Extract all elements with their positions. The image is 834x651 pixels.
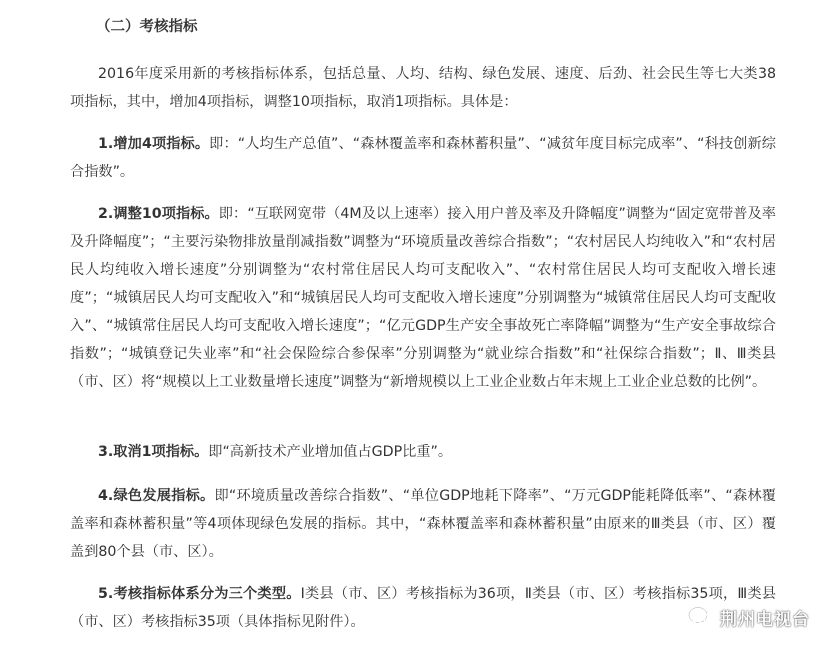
- paragraph-added-indicators: [70, 130, 776, 186]
- paragraph-body: 即“环境质量改善综合指数”、“单位GDP地耗下降率”、“万元GDP能耗降低率”、“森林覆盖率和森林蓄积量”等4项体现绿色发展的指标。其中，“森林覆盖率和森林蓄积量”由原来的Ⅲ类县（市、区）覆盖到80个县（市、区）。: [70, 488, 776, 560]
- paragraph-body: Ⅰ类县（市、区）考核指标为36项，Ⅱ类县（市、区）考核指标35项，Ⅲ类县（市、区）考核指标35项（具体指标见附件）。: [70, 586, 776, 630]
- paragraph-body: 2016年度采用新的考核指标体系，包括总量、人均、结构、绿色发展、速度、后劲、社会民生等七大类38项指标，其中，增加4项指标，调整10项指标，取消1项指标。具体是：: [70, 66, 776, 110]
- paragraph-removed-indicator: [70, 438, 776, 466]
- paragraph-body: 即“高新技术产业增加值占GDP比重”。: [208, 444, 453, 460]
- paragraph-indicator-types: [70, 580, 776, 636]
- paragraph-body: 即：“互联网宽带（4M及以上速率）接入用户普及率及升降幅度”调整为“固定宽带普及率及升降幅度”；“主要污染物排放量削减指数”调整为“环境质量改善综合指数”；“农村居民人均纯收入”和“农村居民人均纯收入增长速度”分别调整为“农村常住居民人均可支配收入”、“农村常住居民人均可支配收入增长速度”；“城镇居民人均可支配收入”和“城镇居民人均可支配收入增长速度”分别调整为“城镇常住居民人均可支配收入”、“城镇常住居民人均可支配收入增长速度”；“亿元GDP生产安全事故死亡率降幅”调整为“生产安全事故综合指数”；“城镇登记失业率”和“社会保险综合参保率”分别调整为“就业综合指数”和“社保综合指数”；Ⅱ、Ⅲ类县（市、区）将“规模以上工业数量增长速度”调整为“新增规模以上工业企业数占年末规上工业企业总数的比例”。: [70, 206, 776, 390]
- paragraph-lead: 4.绿色发展指标。: [98, 488, 215, 504]
- paragraph-lead: 1.增加4项指标。: [98, 136, 210, 152]
- paragraph-lead: 5.考核指标体系分为三个类型。: [98, 586, 301, 602]
- section-heading: （二）考核指标: [96, 19, 198, 35]
- paragraph-intro: [70, 60, 776, 116]
- paragraph-body: 即：“人均生产总值”、“森林覆盖率和森林蓄积量”、“减贫年度目标完成率”、“科技创新综合指数”。: [70, 136, 776, 180]
- watermark-text: 荆州电视台: [720, 609, 810, 630]
- paragraph-lead: 3.取消1项指标。: [98, 444, 209, 460]
- paragraph-green-indicators: [70, 482, 776, 566]
- paragraph-adjusted-indicators: [70, 200, 776, 396]
- wechat-icon: [688, 606, 714, 628]
- watermark: [688, 603, 810, 631]
- paragraph-lead: 2.调整10项指标。: [98, 206, 219, 222]
